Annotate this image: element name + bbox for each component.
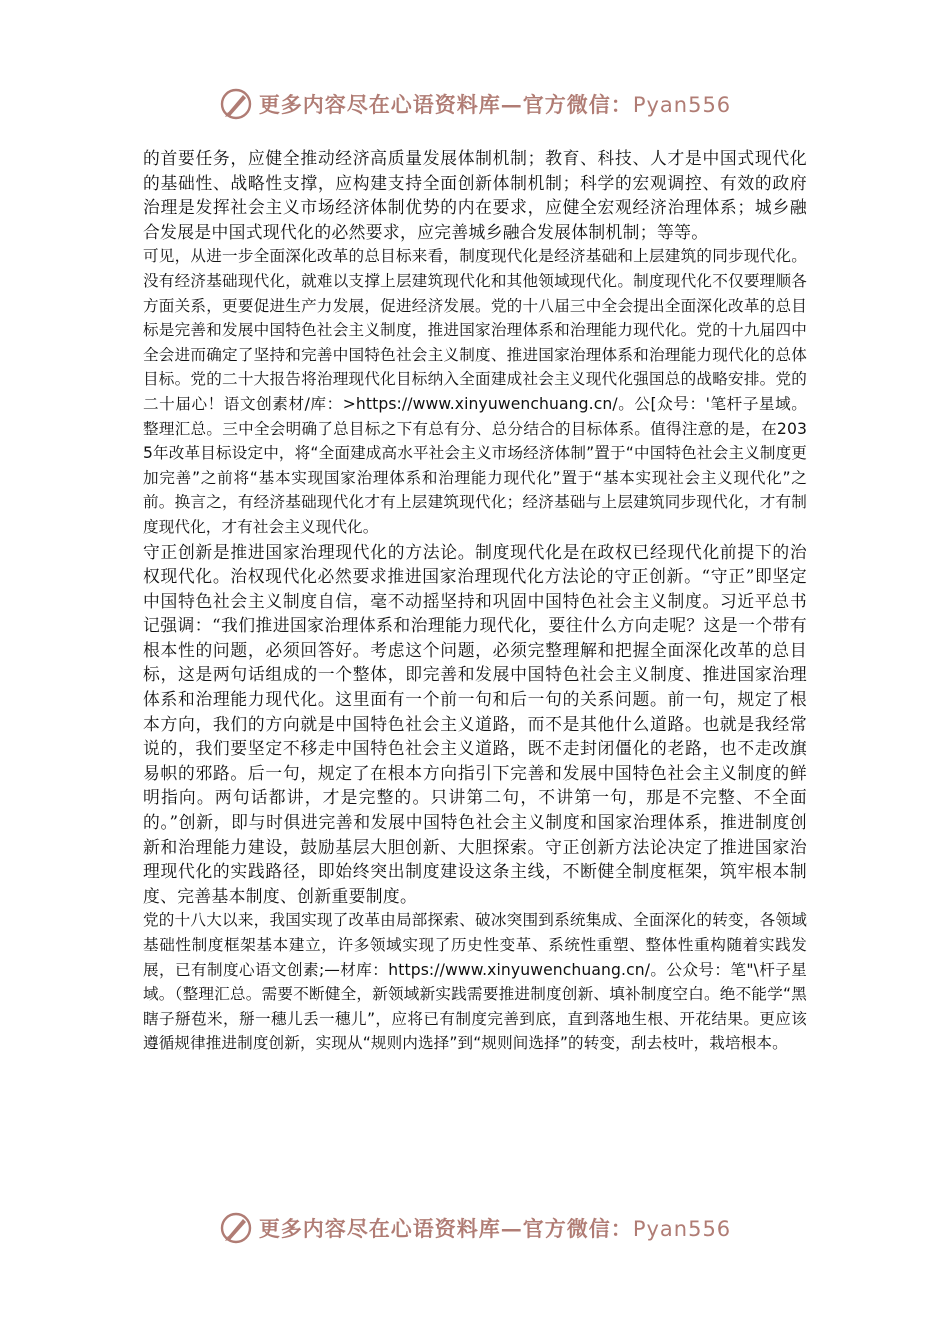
paragraph: 可见，从进一步全面深化改革的总目标来看，制度现代化是经济基础和上层建筑的同步现代化。没有经济基础现代化，就难以支撑上层建筑现代化和其他领域现代化。制度现代化不仅要理顺各方面关系，更要促进生产力发展，促进经济发展。党的十八届三中全会提出全面深化改革的总目标是完善和发展中国特色社会主义制度，推进国家治理体系和治理能力现代化。党的十九届四中全会进而确定了坚持和完善中国特色社会主义制度、推进国家治理体系和治理能力现代化的总体目标。党的二十大报告将治理现代化目标纳入全面建成社会主义现代化强国总的战略安排。党的二十届心！语文创素材/库：>https://www.xinyuwenchuang.cn/。公[众号：'笔杆子星域。整理汇总。三中全会明确了总目标之下有总有分、总分结合的目标体系。值得注意的是，在2035年改革目标设定中，将“全面建成高水平社会主义市场经济体制”置于“中国特色社会主义制度更加完善”之前将“基本实现国家治理体系和治理能力现代化”置于“基本实现社会主义现代化”之前。换言之，有经济基础现代化才有上层建筑现代化；经济基础与上层建筑同步现代化，才有制度现代化，才有社会主义现代化。 <box>143 247 807 536</box>
pen-logo-icon <box>219 1211 253 1245</box>
paragraph: 守正创新是推进国家治理现代化的方法论。制度现代化是在政权已经现代化前提下的治权现代化。治权现代化必然要求推进国家治理现代化方法论的守正创新。“守正”即坚定中国特色社会主义制度自信，毫不动摇坚持和巩固中国特色社会主义制度。习近平总书记强调：“我们推进国家治理体系和治理能力现代化，要往什么方向走呢？这是一个带有根本性的问题，必须回答好。考虑这个问题，必须完整理解和把握全面深化改革的总目标，这是两句话组成的一个整体，即完善和发展中国特色社会主义制度、推进国家治理体系和治理能力现代化。这里面有一个前一句和后一句的关系问题。前一句，规定了根本方向，我们的方向就是中国特色社会主义道路，而不是其他什么道路。也就是我经常说的，我们要坚定不移走中国特色社会主义道路，既不走封闭僵化的老路，也不走改旗易帜的邪路。后一句，规定了在根本方向指引下完善和发展中国特色社会主义制度的鲜明指向。两句话都讲，才是完整的。只讲第二句，不讲第一句，那是不完整、不全面的。”创新，即与时俱进完善和发展中国特色社会主义制度和国家治理体系，推进制度创新和治理能力建设，鼓励基层大胆创新、大胆探索。守正创新方法论决定了推进国家治理现代化的实践路径，即始终突出制度建设这条主线，不断健全制度框架，筑牢根本制度、完善基本制度、创新重要制度。 <box>143 541 807 906</box>
wechat-id: Pyan556 <box>632 93 732 117</box>
footer-banner <box>0 1208 950 1248</box>
paragraph: 党的十八大以来，我国实现了改革由局部探索、破冰突围到系统集成、全面深化的转变，各领域基础性制度框架基本建立，许多领域实现了历史性变革、系统性重塑、整体性重构随着实践发展，已有制度心语文创素;—材库：https://www.xinyuwenchuang.cn/。公众号：笔"\杆子星域。（整理汇总。需要不断健全，新领域新实践需要推进制度创新、填补制度空白。绝不能学“黑瞎子掰苞米，掰一穗儿丢一穗儿”，应将已有制度完善到底，直到落地生根、开花结果。更应该遵循规律推进制度创新，实现从“规则内选择”到“规则间选择”的转变，刮去枝叶，栽培根本。 <box>143 911 807 1053</box>
wechat-id: Pyan556 <box>632 1217 732 1241</box>
article-body <box>143 146 807 1056</box>
pen-logo-icon <box>219 87 253 121</box>
banner-text: 更多内容尽在心语资料库—官方微信：Pyan556 <box>258 1216 732 1241</box>
banner-text: 更多内容尽在心语资料库—官方微信：Pyan556 <box>258 92 732 117</box>
header-banner <box>0 84 950 124</box>
paragraph: 的首要任务，应健全推动经济高质量发展体制机制；教育、科技、人才是中国式现代化的基础性、战略性支撑，应构建支持全面创新体制机制；科学的宏观调控、有效的政府治理是发挥社会主义市场经济体制优势的内在要求，应健全宏观经济治理体系；城乡融合发展是中国式现代化的必然要求，应完善城乡融合发展体制机制；等等。 <box>143 148 807 242</box>
